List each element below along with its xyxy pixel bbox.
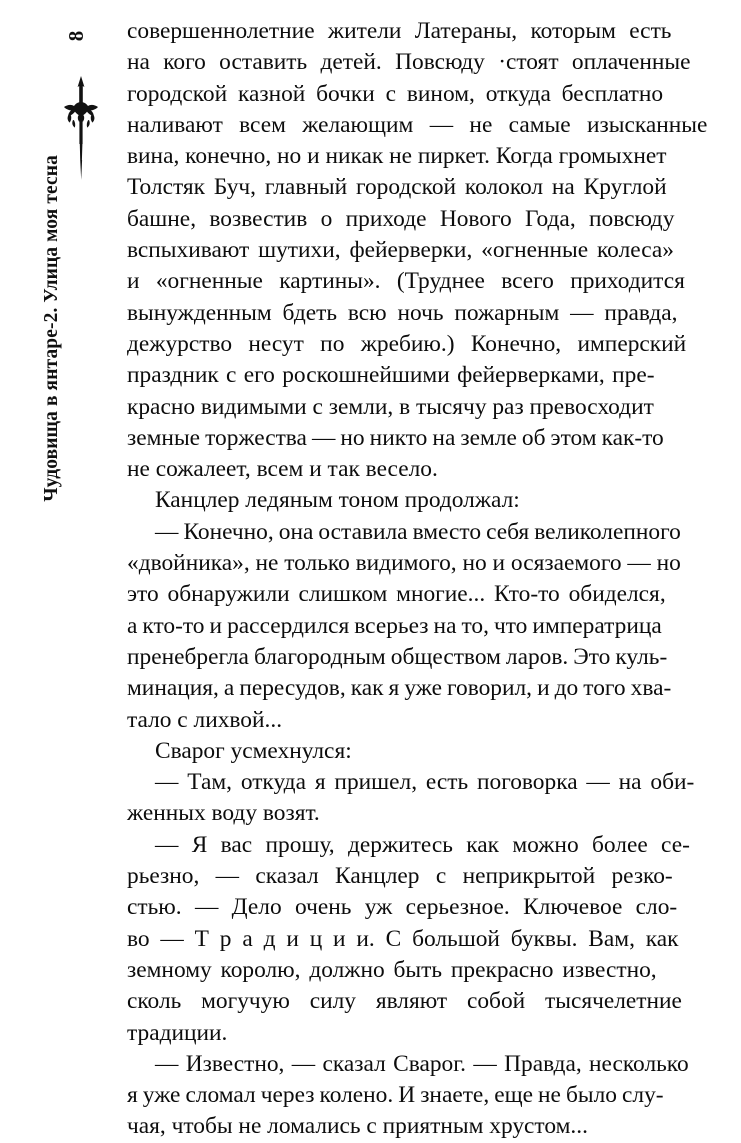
- text-line: не сожалеет, всем и так весело.: [127, 456, 438, 483]
- text-line: рьезно, — сказал Канцлер с неприкрытой резко-: [127, 863, 673, 890]
- text-line: стью. — Дело очень уж серьезное. Ключевое сло-: [127, 894, 678, 921]
- text-line: чая, чтобы не ломались с приятным хрустом...: [127, 1113, 588, 1140]
- text-line: это обнаружили слишком многие... Кто-то обиделся,: [127, 581, 666, 608]
- page-number: 8: [63, 30, 88, 42]
- text-line: женных воду возят.: [127, 800, 320, 827]
- text-line: сколь могучую силу являют собой тысячелетние: [127, 988, 682, 1015]
- text-line: на кого оставить детей. Повсюду ·стоят оплаченные: [127, 49, 691, 76]
- text-line: — Я вас прошу, держитесь как можно более се-: [155, 831, 690, 858]
- text-line: традиции.: [127, 1019, 228, 1046]
- text-line: и «огненные картины». (Труднее всего приходится: [127, 268, 685, 295]
- text-line: — Известно, — сказал Сварог. — Правда, несколько: [155, 1050, 689, 1077]
- text-line: дежурство несут по жребию.) Конечно, имперский: [127, 330, 687, 357]
- text-line: пренебрегла благородным обществом ларов. Это куль-: [127, 643, 668, 670]
- text-line: «двойника», не только видимого, но и осязаемого — но: [127, 550, 681, 577]
- text-column: [127, 16, 712, 1143]
- text-line: а кто-то и рассердился всерьез на то, что императрица: [127, 612, 662, 639]
- text-line: тало с лихвой...: [127, 706, 283, 733]
- text-line: Толстяк Буч, главный городской колокол на Круглой: [127, 174, 667, 201]
- text-line: праздник с его роскошнейшими фейерверками, пре-: [127, 362, 655, 389]
- text-line: красно видимыми с земли, в тысячу раз превосходит: [127, 393, 654, 420]
- text-line: я уже сломал через колено. И знаете, еще не было слу-: [127, 1082, 664, 1109]
- text-line: городской казной бочки с вином, откуда бесплатно: [127, 80, 664, 107]
- text-line: Канцлер ледяным тоном продолжал:: [155, 487, 520, 514]
- running-head-title: Чудовища в янтаре-2. Улица моя тесна: [41, 155, 63, 502]
- text-line: башне, возвестив о приходе Нового Года, повсюду: [127, 205, 675, 232]
- text-line: во — Т р а д и ц и и. С большой буквы. Вам, как: [127, 925, 679, 952]
- text-line: земному королю, должно быть прекрасно известно,: [127, 956, 657, 983]
- text-line: вина, конечно, но и никак не пиркет. Когда громыхнет: [127, 143, 667, 170]
- text-line: наливают всем желающим — не самые изысканные: [127, 111, 708, 138]
- text-line: минация, а пересудов, как я уже говорил, и до того хва-: [127, 675, 672, 702]
- text-line: Сварог усмехнулся:: [155, 737, 352, 764]
- running-head-rail: [0, 0, 120, 1000]
- text-line: вынужденным бдеть всю ночь пожарным — правда,: [127, 299, 678, 326]
- text-line: вспыхивают шутихи, фейерверки, «огненные колеса»: [127, 237, 674, 264]
- text-line: — Конечно, она оставила вместо себя великолепного: [155, 518, 681, 545]
- text-line: совершеннолетние жители Латераны, которым есть: [127, 18, 672, 44]
- text-line: земные торжества — но никто на земле об этом как-то: [127, 424, 664, 451]
- text-line: — Там, откуда я пришел, есть поговорка — на оби-: [155, 769, 695, 796]
